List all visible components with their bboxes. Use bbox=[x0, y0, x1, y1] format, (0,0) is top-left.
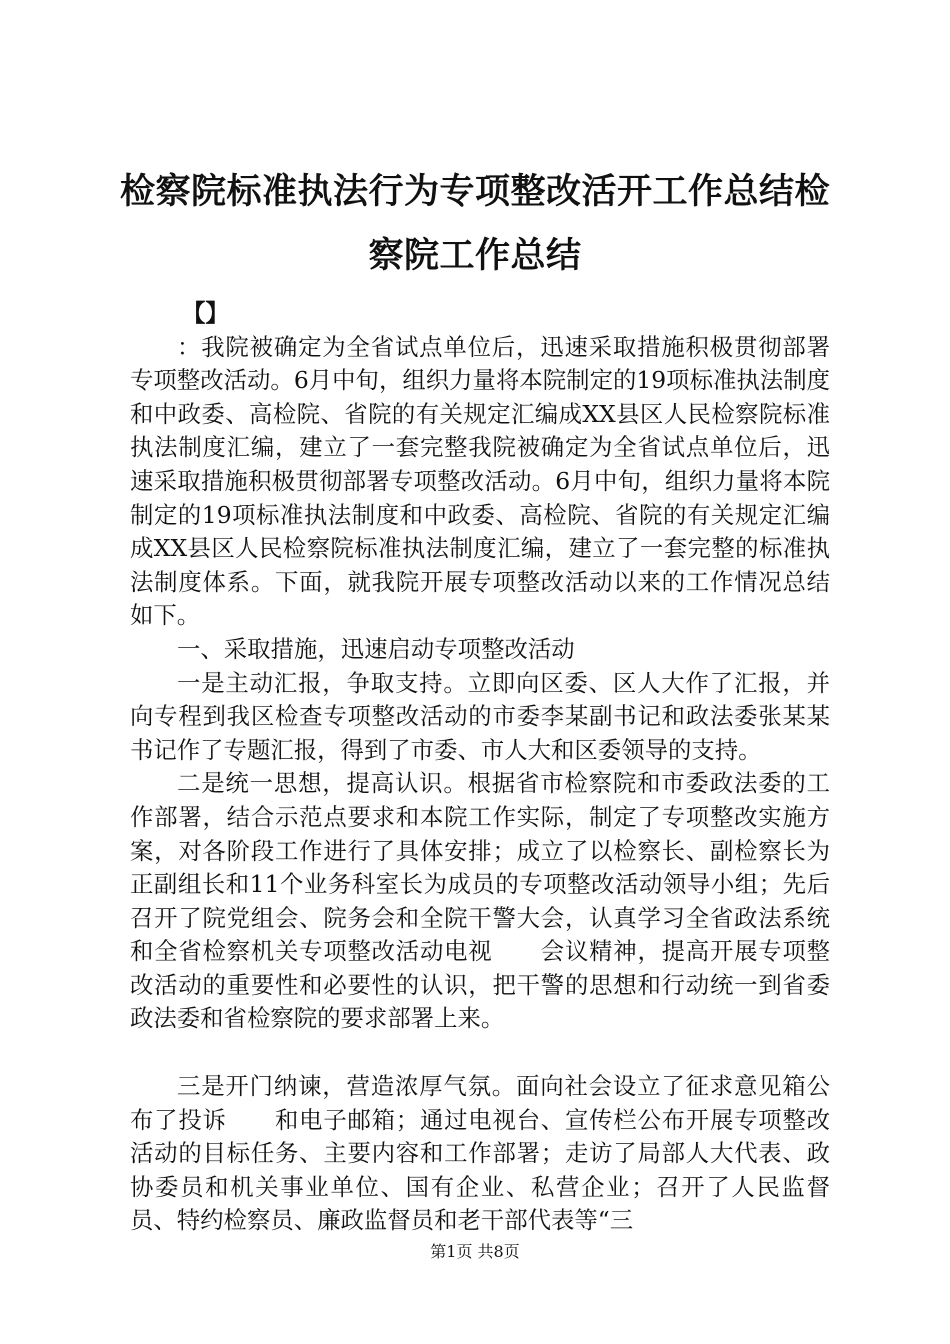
bracket-label: 【】 bbox=[182, 299, 229, 327]
title-line-1: 检察院标准执法行为专项整改活开工作总结检 bbox=[119, 171, 830, 212]
paragraph-report: 一是主动汇报，争取支持。立即向区委、区人大作了汇报，并向专程到我区检查专项整改活动的市委李某副书记和政法委张某某书记作了专题汇报，得到了市委、市人大和区委领导的支持。 bbox=[130, 668, 830, 764]
title-line-2: 察院工作总结 bbox=[368, 235, 582, 276]
paragraph-open-door: 三是开门纳谏，营造浓厚气氛。面向社会设立了征求意见箱公布了投诉 和电子邮箱；通过电视台、宣传栏公布开展专项整改活动的目标任务、主要内容和工作部署；走访了局部人大代表、政协委员和机关事业单位、国有企业、私营企业；召开了人民监督员、特约检察员、廉政监督员和老干部代表等“三 bbox=[130, 1072, 830, 1235]
paragraph-intro: ：我院被确定为全省试点单位后，迅速采取措施积极贯彻部署专项整改活动。6月中旬，组织力量将本院制定的19项标准执法制度和中政委、高检院、省院的有关规定汇编成XX县区人民检察院标准执法制度汇编，建立了一套完整我院被确定为全省试点单位后，迅速采取措施积极贯彻部署专项整改活动。6月中旬，组织力量将本院制定的19项标准执法制度和中政委、高检院、省院的有关规定汇编成XX县区人民检察院标准执法制度汇编，建立了一套完整的标准执法制度体系。下面，就我院开展专项整改活动以来的工作情况总结如下。 bbox=[130, 332, 830, 630]
paragraph-unify: 二是统一思想，提高认识。根据省市检察院和市委政法委的工作部署，结合示范点要求和本院工作实际，制定了专项整改实施方案，对各阶段工作进行了具体安排；成立了以检察长、副检察长为正副组长和11个业务科室长为成员的专项整改活动领导小组；先后召开了院党组会、院务会和全院干警大会，认真学习全省政法系统和全省检察机关专项整改活动电视 会议精神，提高开展专项整改活动的重要性和必要性的认识，把干警的思想和行动统一到省委政法委和省检察院的要求部署上来。 bbox=[130, 769, 830, 1033]
section-heading: 一、采取措施，迅速启动专项整改活动 bbox=[177, 634, 575, 663]
document-title bbox=[110, 160, 840, 288]
document-body bbox=[130, 297, 830, 1238]
paragraph-spacer bbox=[130, 1036, 830, 1070]
page-footer: 第1页 共8页 bbox=[430, 1242, 520, 1261]
